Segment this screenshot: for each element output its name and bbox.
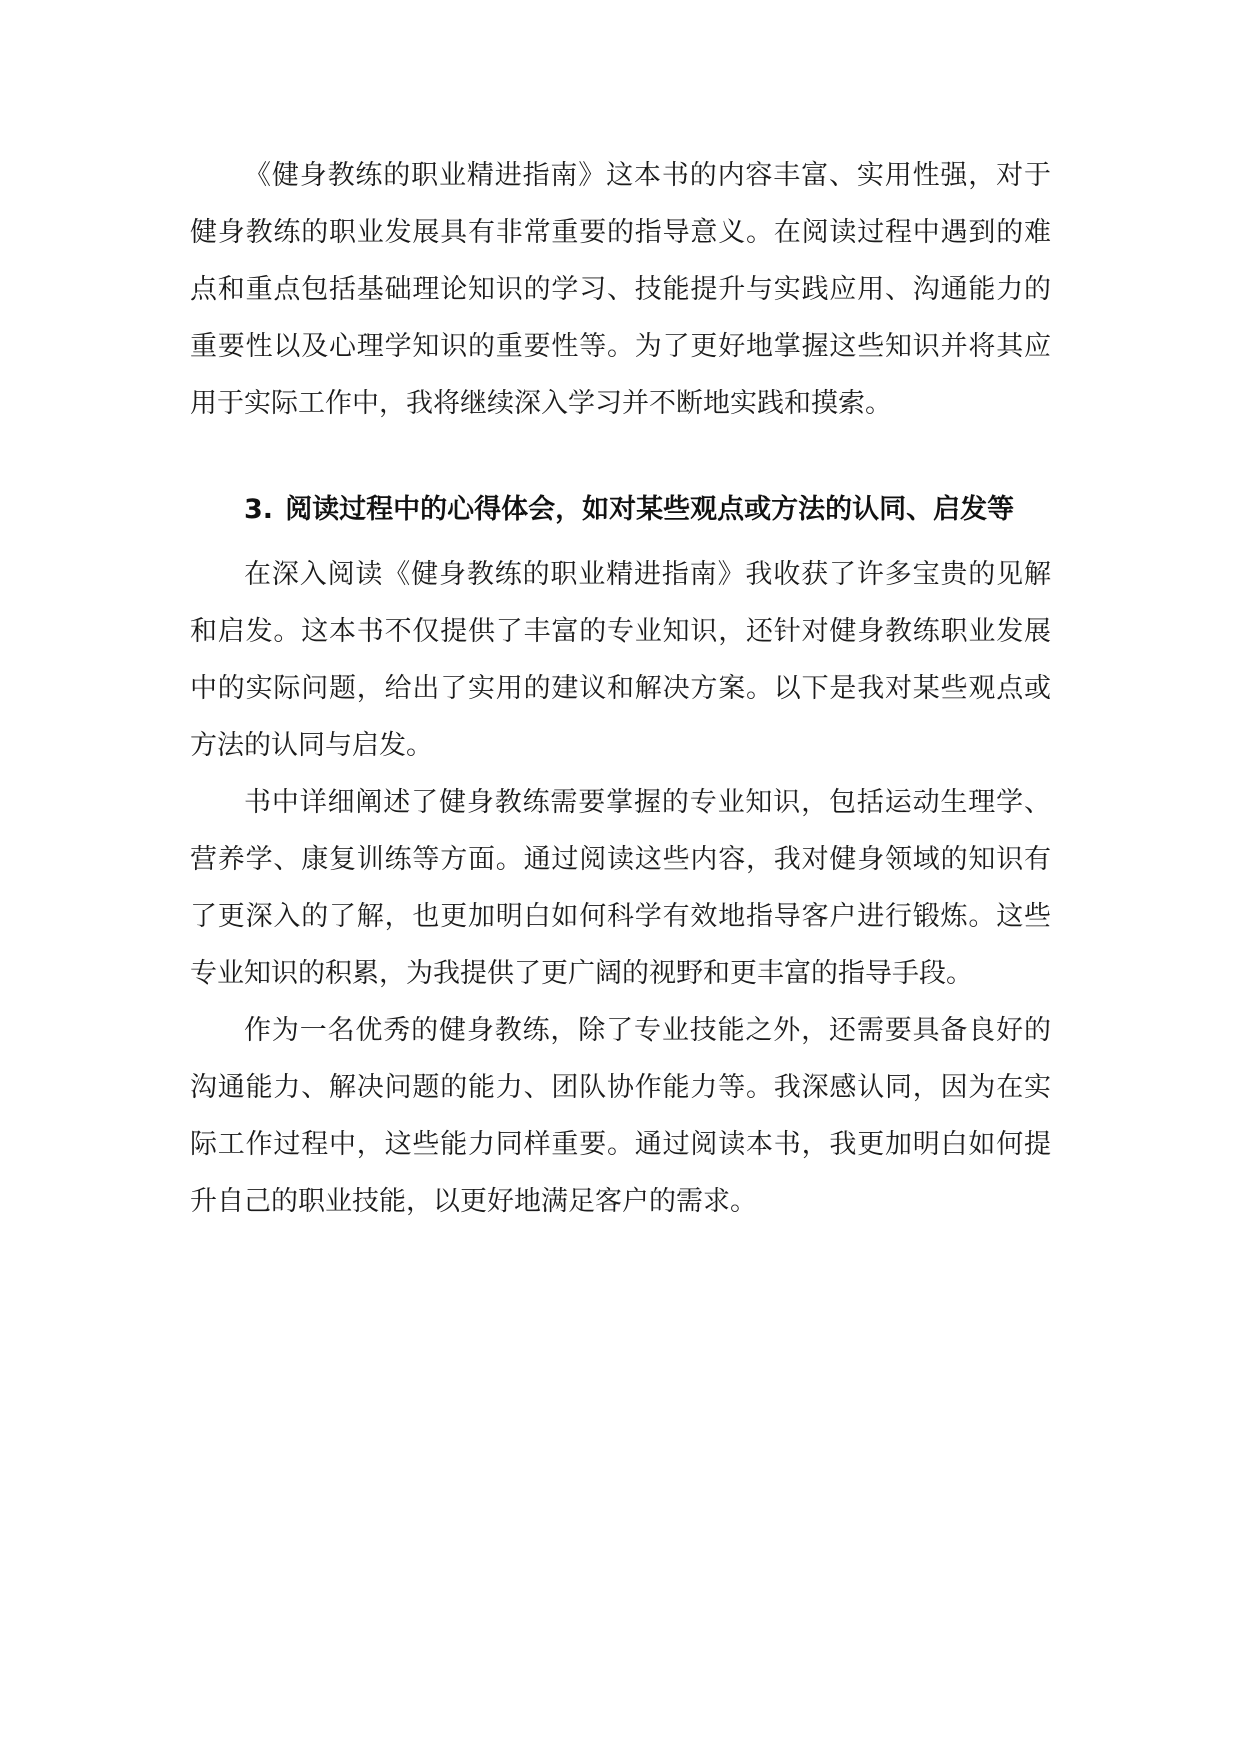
section-heading bbox=[190, 474, 1051, 546]
body-paragraph: 在深入阅读《健身教练的职业精进指南》我收获了许多宝贵的见解和启发。这本书不仅提供了丰富的专业知识，还针对健身教练职业发展中的实际问题，给出了实用的建议和解决方案。以下是我对某些观点或方法的认同与启发。 bbox=[190, 559, 1051, 761]
body-paragraph: 《健身教练的职业精进指南》这本书的内容丰富、实用性强，对于健身教练的职业发展具有非常重要的指导意义。在阅读过程中遇到的难点和重点包括基础理论知识的学习、技能提升与实践应用、沟通能力的重要性以及心理学知识的重要性等。为了更好地掌握这些知识并将其应用于实际工作中，我将继续深入学习并不断地实践和摸索。 bbox=[190, 160, 1051, 419]
body-paragraph: 作为一名优秀的健身教练，除了专业技能之外，还需要具备良好的沟通能力、解决问题的能力、团队协作能力等。我深感认同，因为在实际工作过程中，这些能力同样重要。通过阅读本书，我更加明白如何提升自己的职业技能，以更好地满足客户的需求。 bbox=[190, 1015, 1051, 1217]
section-heading-text: 阅读过程中的心得体会，如对某些观点或方法的认同、启发等 bbox=[285, 494, 1015, 525]
section-number: 3. bbox=[244, 494, 274, 525]
body-paragraph: 书中详细阐述了健身教练需要掌握的专业知识，包括运动生理学、营养学、康复训练等方面。通过阅读这些内容，我对健身领域的知识有了更深入的了解，也更加明白如何科学有效地指导客户进行锻炼。这些专业知识的积累，为我提供了更广阔的视野和更丰富的指导手段。 bbox=[190, 787, 1051, 989]
document-body bbox=[190, 147, 1051, 1230]
